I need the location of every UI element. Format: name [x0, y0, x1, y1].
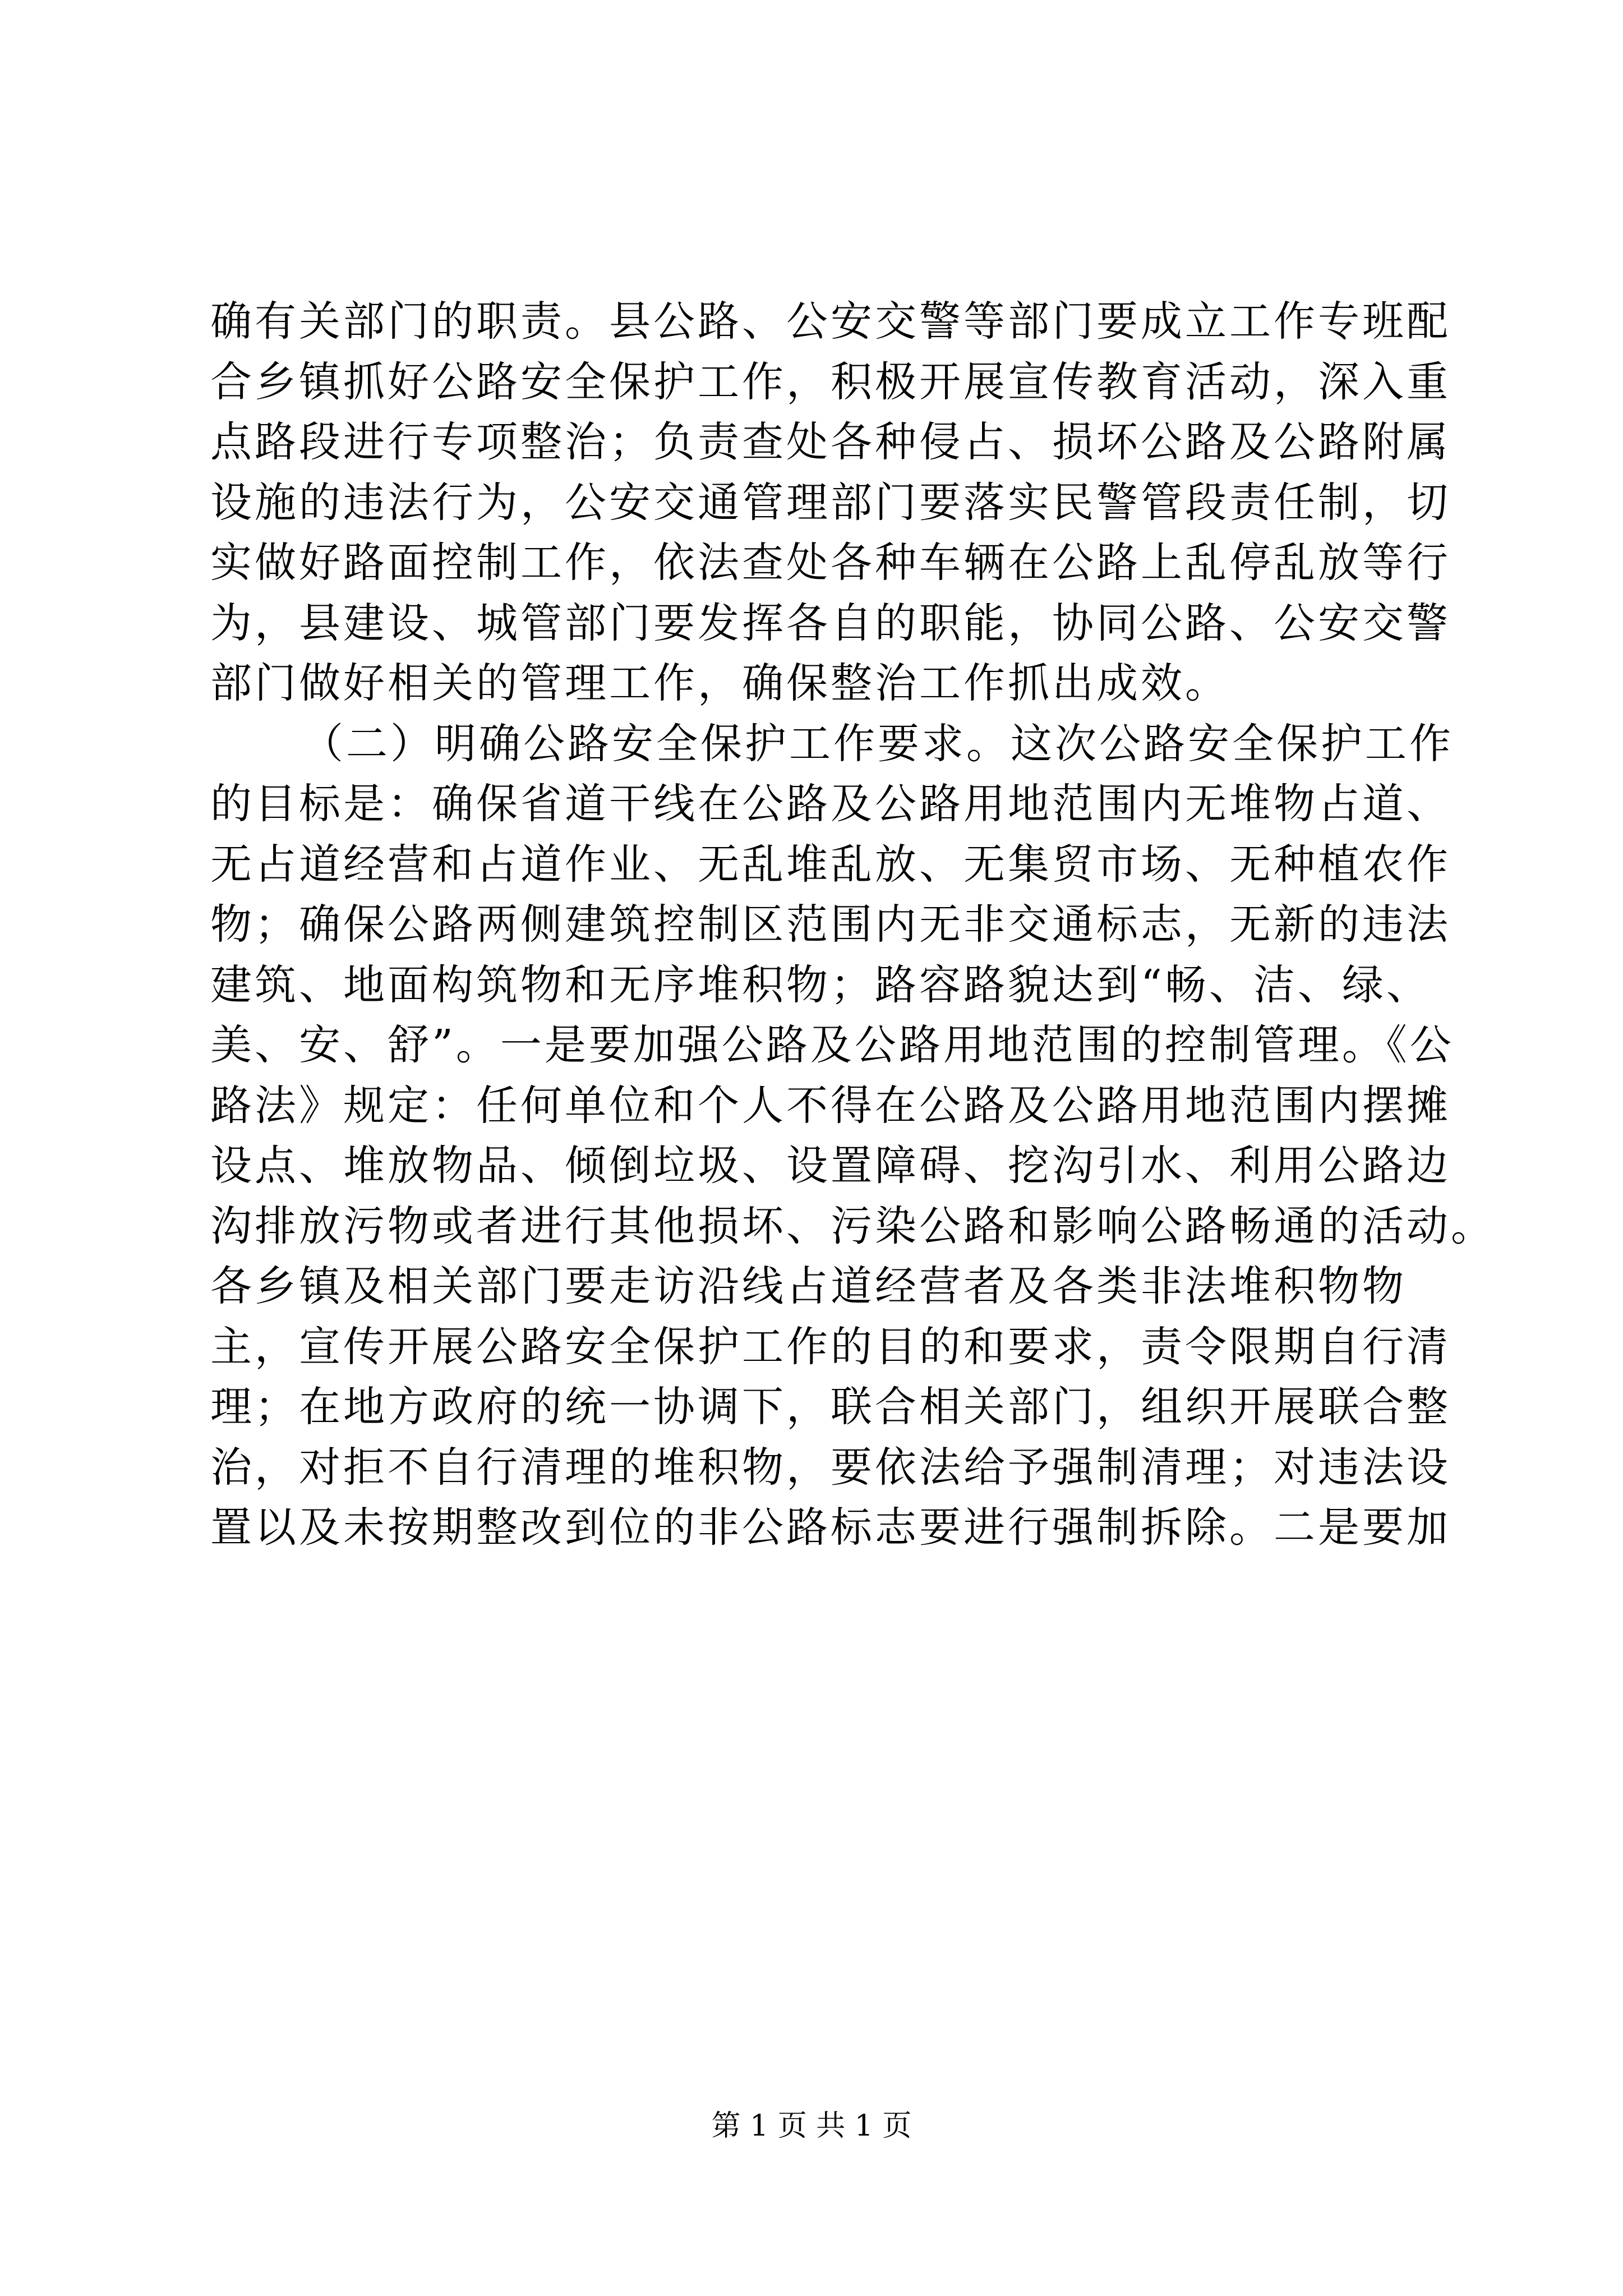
- text-line: 置以及未按期整改到位的非公路标志要进行强制拆除。二是要加: [210, 1503, 1451, 1552]
- page-footer: [0, 2106, 1623, 2146]
- text-line: 建筑、地面构筑物和无序堆积物；路容路貌达到“畅、洁、绿、: [210, 960, 1431, 1009]
- text-line: 部门做好相关的管理工作，确保整治工作抓出成效。: [210, 659, 1229, 707]
- text-line: 主，宣传开展公路安全保护工作的目的和要求，责令限期自行清: [210, 1322, 1451, 1371]
- text-line: 设点、堆放物品、倾倒垃圾、设置障碍、挖沟引水、利用公路边: [210, 1142, 1451, 1190]
- text-line: 实做好路面控制工作，依法查处各种车辆在公路上乱停乱放等行: [210, 539, 1451, 587]
- text-line: 治，对拒不自行清理的堆积物，要依法给予强制清理；对违法设: [210, 1443, 1451, 1492]
- body-text: [210, 292, 1495, 1558]
- text-line: 路法》规定：任何单位和个人不得在公路及公路用地范围内摆摊: [210, 1081, 1451, 1130]
- text-line: 各乡镇及相关部门要走访沿线占道经营者及各类非法堆积物物: [210, 1262, 1407, 1310]
- text-line: 点路段进行专项整治；负责查处各种侵占、损坏公路及公路附属: [210, 418, 1451, 466]
- text-line: 理；在地方政府的统一协调下，联合相关部门，组织开展联合整: [210, 1383, 1451, 1431]
- text-line: 无占道经营和占道作业、无乱堆乱放、无集贸市场、无种植农作: [210, 840, 1451, 889]
- text-line: 为，县建设、城管部门要发挥各自的职能，协同公路、公安交警: [210, 599, 1451, 647]
- paragraph-start-line: （二）明确公路安全保护工作要求。这次公路安全保护工作: [302, 719, 1454, 768]
- text-line: 美、安、舒”。一是要加强公路及公路用地范围的控制管理。《公: [210, 1021, 1454, 1069]
- page-number: 第 1 页 共 1 页: [711, 2109, 912, 2143]
- text-line: 的目标是：确保省道干线在公路及公路用地范围内无堆物占道、: [210, 780, 1451, 828]
- text-line: 设施的违法行为，公安交通管理部门要落实民警管段责任制，切: [210, 478, 1451, 527]
- text-line: 合乡镇抓好公路安全保护工作，积极开展宣传教育活动，深入重: [210, 357, 1451, 406]
- text-line: 沟排放污物或者进行其他损坏、污染公路和影响公路畅通的活动。: [210, 1202, 1495, 1250]
- text-line: 确有关部门的职责。县公路、公安交警等部门要成立工作专班配: [210, 297, 1451, 346]
- text-line: 物；确保公路两侧建筑控制区范围内无非交通标志，无新的违法: [210, 900, 1451, 949]
